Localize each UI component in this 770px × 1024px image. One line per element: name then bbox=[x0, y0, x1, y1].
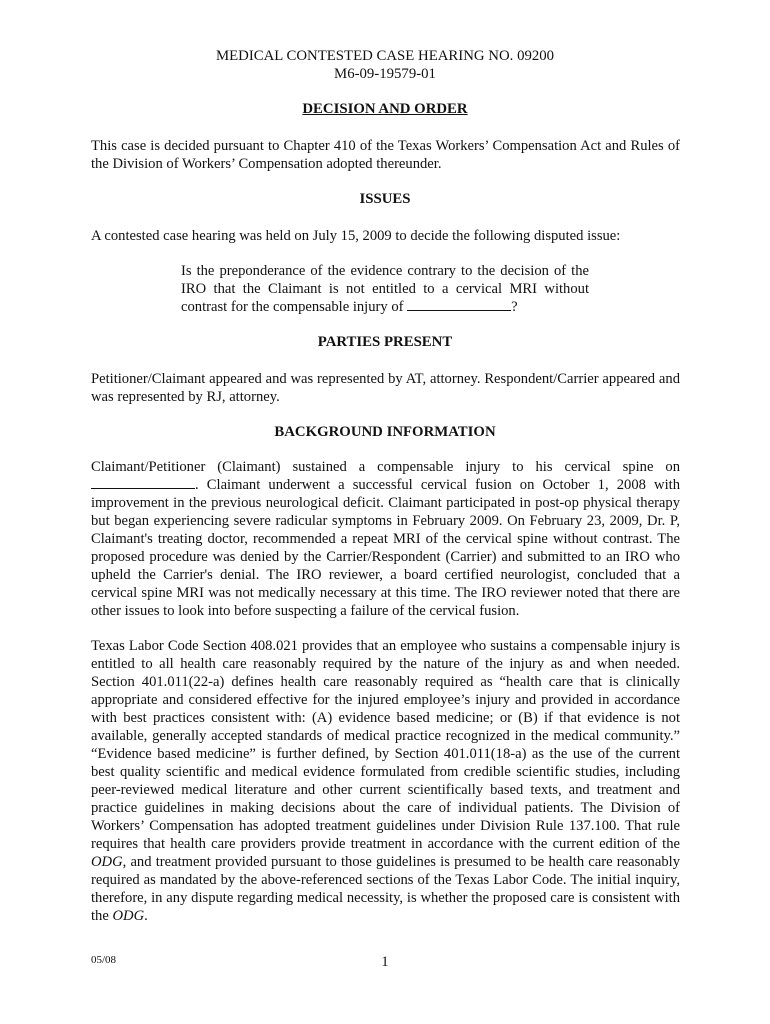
odg-reference-1: ODG bbox=[91, 854, 123, 870]
legal-text-c: . bbox=[144, 908, 148, 924]
issues-paragraph: A contested case hearing was held on July 15, 2009 to decide the following disputed issue: bbox=[91, 228, 621, 244]
case-header bbox=[0, 47, 770, 83]
background-text-a: Claimant/Petitioner (Claimant) sustained a compensable injury to his cervical spine on bbox=[91, 459, 680, 475]
issues-heading: ISSUES bbox=[359, 191, 411, 207]
page-title-text: DECISION AND ORDER bbox=[302, 101, 468, 117]
background-paragraph-2 bbox=[91, 637, 680, 925]
background-paragraph-1 bbox=[91, 458, 680, 620]
background-text-b: . Claimant underwent a successful cervical fusion on October 1, 2008 with improvement in the previous neurological deficit. Claimant participated in post-op physical therapy but began experiencing severe radicular symptoms in February 2009. On February 23, 2009, Dr. P, Claimant's treating doctor, recommended a repeat MRI of the cervical spine without contrast. The proposed procedure was denied by the Carrier/Respondent (Carrier) and submitted to an IRO who upheld the Carrier's denial. The IRO reviewer, a board certified neurologist, concluded that a cervical spine MRI was not medically necessary at this time. The IRO reviewer noted that there are other issues to look into before suspecting a failure of the cervical fusion. bbox=[91, 477, 680, 619]
intro-paragraph: This case is decided pursuant to Chapter 410 of the Texas Workers’ Compensation Act and Rules of the Division of Workers’ Compensation adopted thereunder. bbox=[91, 138, 680, 172]
page-number: 1 bbox=[381, 954, 389, 970]
date-blank bbox=[407, 298, 511, 311]
legal-text-b: , and treatment provided pursuant to those guidelines is presumed to be health care reasonably required as mandated by the above-referenced sections of the Texas Labor Code. The initial inquiry, therefore, in any dispute regarding medical necessity, is whether the proposed care is consistent with the bbox=[91, 854, 680, 924]
legal-text-a: Texas Labor Code Section 408.021 provides that an employee who sustains a compensable injury is entitled to all health care reasonably required by the nature of the injury as and when needed. Section 401.011(22-a) defines health care reasonably required as “health care that is clinically appropriate and considered effective for the injured employee’s injury and provided in accordance with best practices consistent with: (A) evidence based medicine; or (B) if that evidence is not available, generally accepted standards of medical practice recognized in the medical community.” “Evidence based medicine” is further defined, by Section 401.011(18-a) as the use of the current best quality scientific and medical evidence formulated from credible scientific studies, including peer-reviewed medical literature and other current scientifically based texts, and treatment and practice guidelines in making decisions about the care of individual patients. The Division of Workers’ Compensation has adopted treatment guidelines under Division Rule 137.100. That rule requires that health care providers provide treatment in accordance with the current edition of the bbox=[91, 638, 680, 852]
disputed-issue-text: Is the preponderance of the evidence contrary to the decision of the IRO that the Claimant is not entitled to a cervical MRI without contrast for the compensable injury of bbox=[181, 263, 589, 315]
disputed-issue-quote bbox=[181, 262, 589, 316]
docket-number: M6-09-19579-01 bbox=[334, 66, 436, 82]
injury-date-blank bbox=[91, 476, 195, 489]
background-heading: BACKGROUND INFORMATION bbox=[274, 424, 496, 440]
disputed-issue-end: ? bbox=[511, 299, 518, 315]
parties-heading: PARTIES PRESENT bbox=[317, 334, 453, 350]
odg-reference-2: ODG bbox=[112, 908, 145, 924]
parties-paragraph: Petitioner/Claimant appeared and was represented by AT, attorney. Respondent/Carrier appeared and was represented by RJ, attorney. bbox=[91, 371, 680, 405]
footer-date-code: 05/08 bbox=[91, 954, 117, 966]
case-number: MEDICAL CONTESTED CASE HEARING NO. 09200 bbox=[215, 48, 555, 64]
page-title bbox=[0, 100, 770, 118]
